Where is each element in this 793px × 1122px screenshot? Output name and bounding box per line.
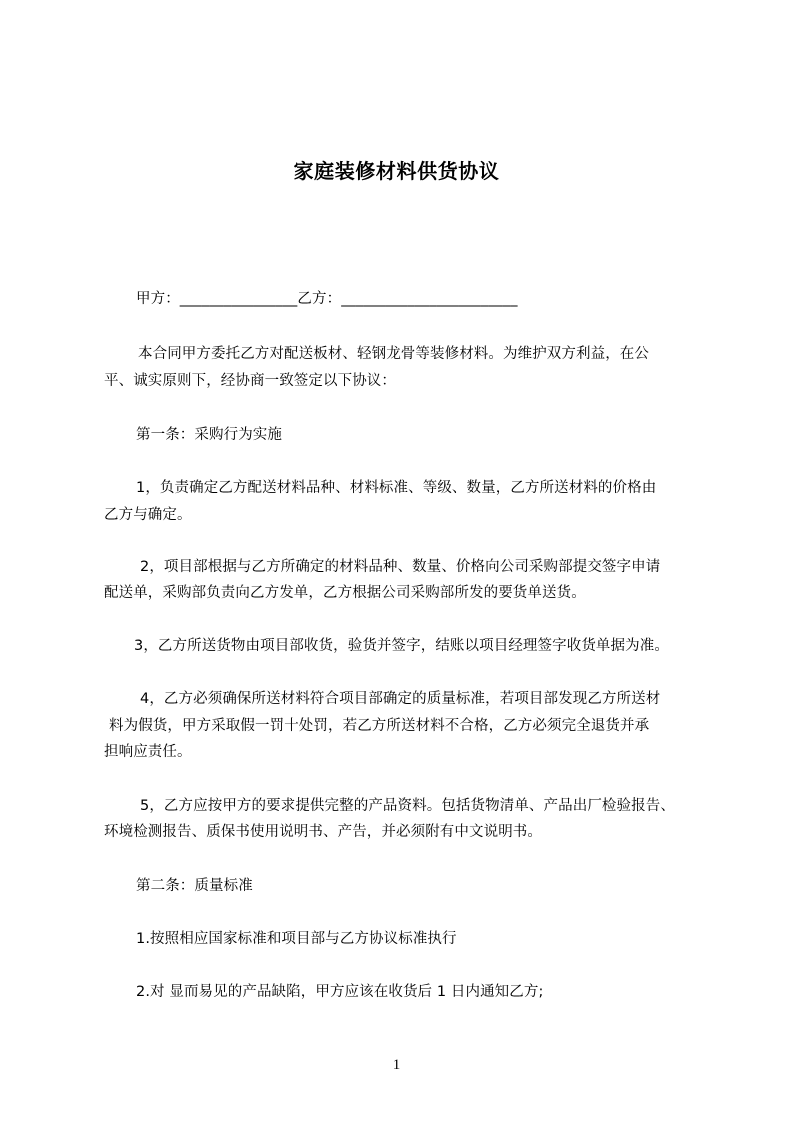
page-number: 1 [392, 1057, 401, 1073]
clause-1-line-1: 1，负责确定乙方配送材料品种、材料标准、等级、数量，乙方所送材料的价格由 [136, 480, 657, 496]
clause-5-line-1: 5，乙方应按甲方的要求提供完整的产品资料。包括货物清单、产品出厂检验报告、 [140, 798, 675, 814]
clause-2-line-1: 2，项目部根据与乙方所确定的材料品种、数量、价格向公司采购部提交签字申请 [140, 559, 661, 575]
clause-4-line-2: 料为假货，甲方采取假一罚十处罚，若乙方所送材料不合格，乙方必须完全退货并承 [109, 718, 650, 734]
parties-line: 甲方：________________乙方：________________________ [136, 291, 518, 307]
article-2-item-1: 1.按照相应国家标准和项目部与乙方协议标准执行 [136, 931, 457, 947]
clause-3-line-1: 3，乙方所送货物由项目部收货，验货并签字，结账以项目经理签字收货单据为准。 [134, 638, 669, 654]
clause-5-line-2: 环境检测报告、质保书使用说明书、产告，并必须附有中文说明书。 [104, 824, 542, 840]
article-2-heading: 第二条：质量标准 [136, 878, 253, 894]
intro-line-2: 平、诚实原则下，经协商一致签定以下协议： [104, 373, 396, 389]
article-2-item-2: 2.对 显而易见的产品缺陷，甲方应该在收货后 1 日内通知乙方; [136, 984, 544, 1000]
clause-4-line-3: 担响应责任。 [104, 744, 192, 760]
document-title: 家庭装修材料供货协议 [293, 159, 500, 184]
article-1-heading: 第一条：采购行为实施 [136, 427, 282, 443]
intro-line-1: 本合同甲方委托乙方对配送板材、轻钢龙骨等装修材料。为维护双方利益，在公 [138, 346, 649, 362]
clause-2-line-2: 配送单，采购部负责向乙方发单，乙方根据公司采购部所发的要货单送货。 [104, 585, 586, 601]
clause-1-line-2: 乙方与确定。 [104, 507, 192, 523]
clause-4-line-1: 4，乙方必须确保所送材料符合项目部确定的质量标准，若项目部发现乙方所送材 [140, 691, 661, 707]
